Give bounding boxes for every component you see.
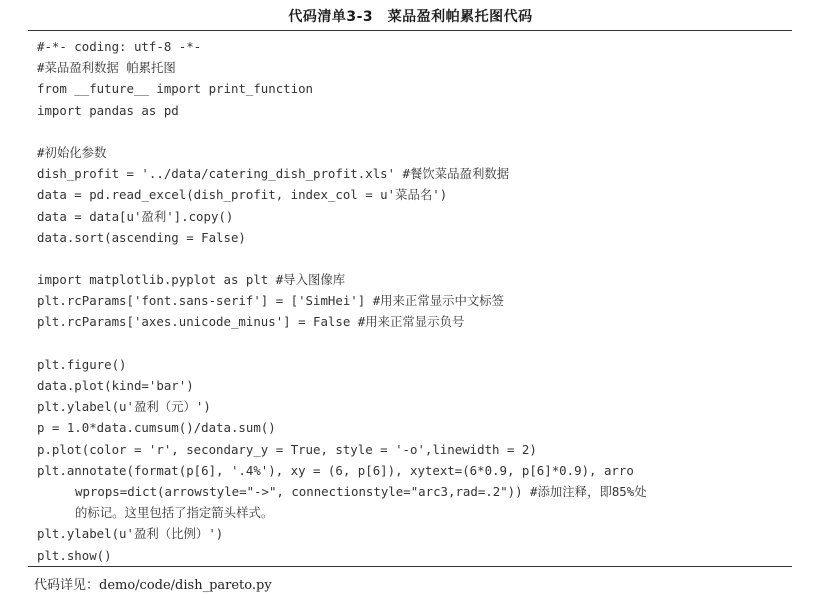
code-line: data = pd.read_excel(dish_profit, index_col = u'菜品名'): [37, 187, 448, 203]
code-line: plt.rcParams['font.sans-serif'] = ['SimHei'] #用来正常显示中文标签: [37, 293, 505, 309]
code-line: [37, 333, 807, 354]
code-line: data.sort(ascending = False): [37, 229, 246, 245]
code-line: p = 1.0*data.cumsum()/data.sum(): [37, 420, 276, 436]
code-line: plt.figure(): [37, 356, 127, 372]
top-rule: [28, 30, 792, 31]
code-line: p.plot(color = 'r', secondary_y = True, style = '-o',linewidth = 2): [37, 441, 537, 457]
code-line: data.plot(kind='bar'): [37, 378, 194, 393]
code-line: plt.annotate(format(p[6], '.4%'), xy = (6, p[6]), xytext=(6*0.9, p[6]*0.9), arro: [37, 462, 634, 478]
code-line: from __future__ import print_function: [37, 81, 314, 97]
code-line-continuation: 的标记。这里包括了指定箭头样式。: [75, 505, 274, 521]
code-line: #初始化参数: [37, 144, 107, 160]
code-line: #菜品盈利数据 帕累托图: [37, 60, 176, 76]
code-line: import pandas as pd: [37, 102, 179, 118]
code-line-continuation: wprops=dict(arrowstyle="->", connectionstyle="arc3,rad=.2")) #添加注释，即85%处: [75, 483, 647, 499]
code-source-note: 代码详见：demo/code/dish_pareto.py: [34, 578, 272, 593]
code-line: plt.ylabel(u'盈利（元）'): [37, 399, 211, 415]
code-line: plt.ylabel(u'盈利（比例）'): [37, 526, 224, 542]
code-line: [37, 121, 807, 142]
listing-title: 代码清单3-3 菜品盈利帕累托图代码: [288, 9, 533, 25]
code-block: [37, 36, 807, 566]
code-line: [37, 248, 807, 269]
bottom-rule: [28, 566, 792, 567]
code-line: #-*- coding: utf-8 -*-: [37, 39, 202, 54]
code-line: data = data[u'盈利'].copy(): [37, 208, 234, 224]
code-line: import matplotlib.pyplot as plt #导入图像库: [37, 272, 346, 288]
code-line: plt.show(): [37, 547, 112, 563]
code-line: dish_profit = '../data/catering_dish_profit.xls' #餐饮菜品盈利数据: [37, 166, 510, 182]
code-line: plt.rcParams['axes.unicode_minus'] = False #用来正常显示负号: [37, 314, 465, 330]
